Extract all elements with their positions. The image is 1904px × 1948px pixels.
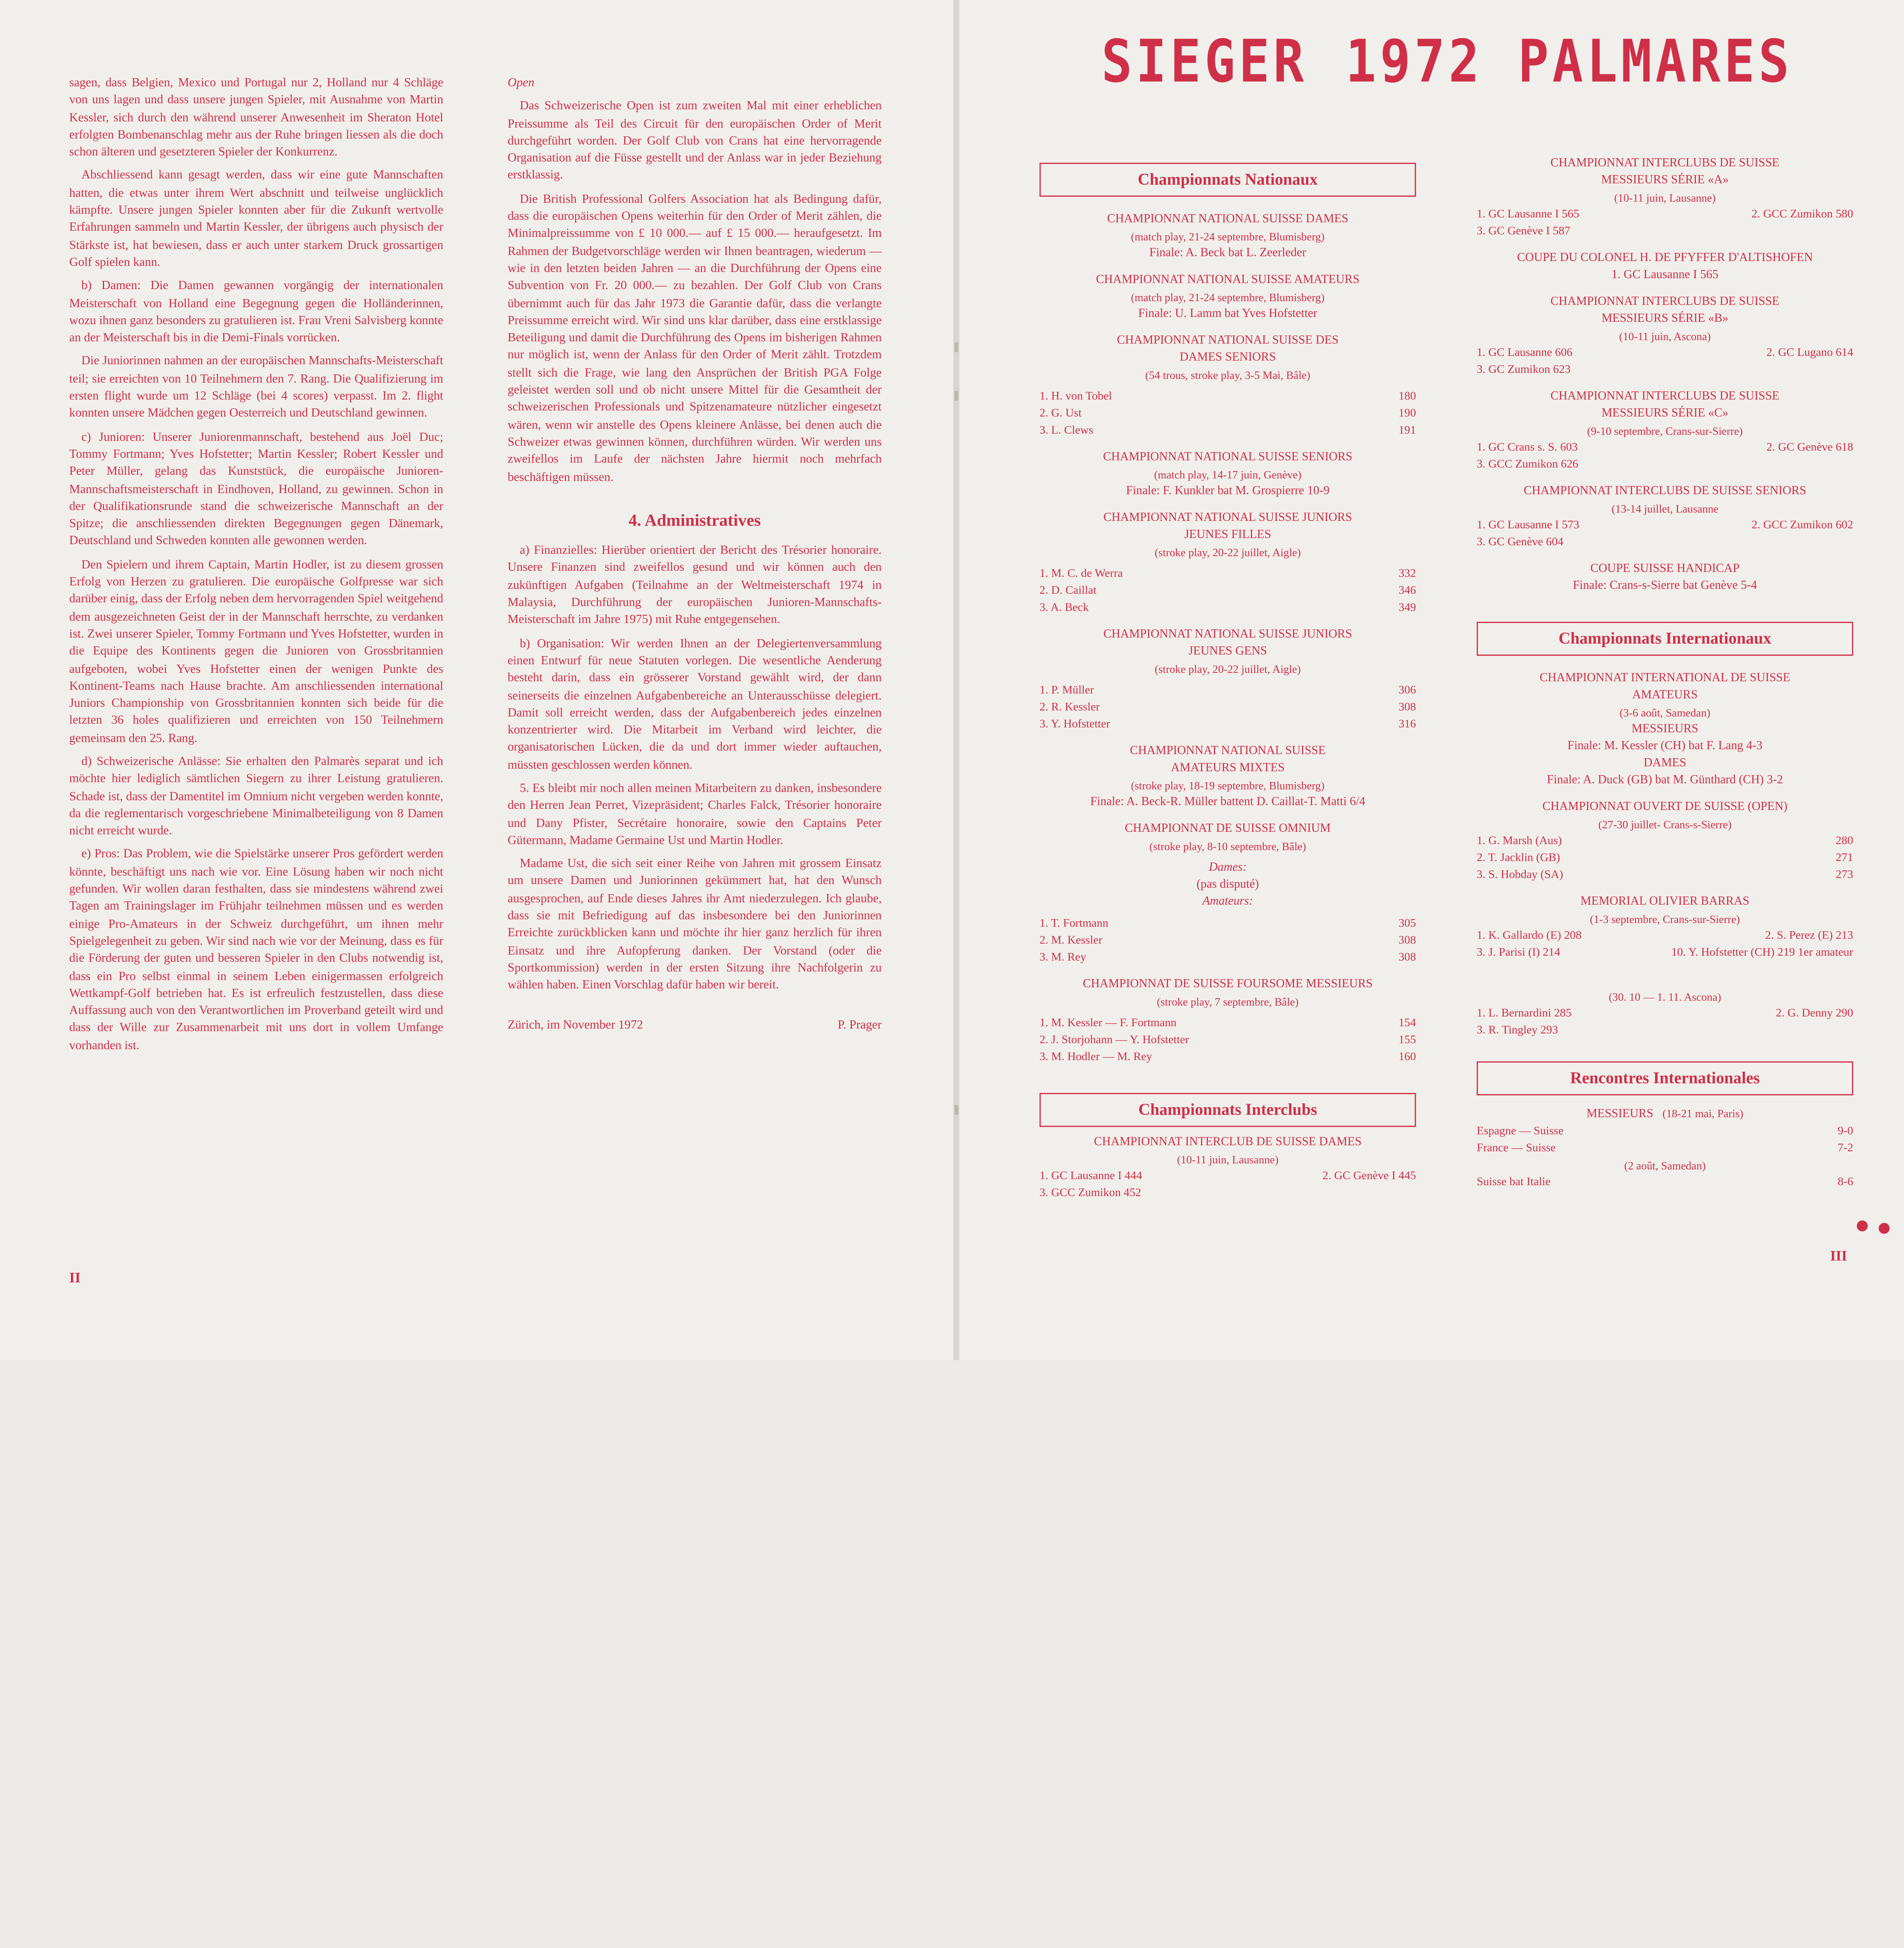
banner-year: 1972 (1345, 27, 1483, 96)
results-column-b (1477, 155, 1853, 1191)
event-seniors: CHAMPIONNAT NATIONAL SUISSE SENIORS (match play, 14-17 juin, Genève) Finale: F. Kunkler bat M. Grospierre 10-9 (1103, 450, 1353, 498)
signature-name: P. Prager (838, 1018, 882, 1032)
interclub-seniors: CHAMPIONNAT INTERCLUBS DE SUISSE SENIORS (13-14 juillet, Lausanne 1. GC Lausanne I 573 2. GCC Zumikon 602 3. GC Genève 604 (1477, 484, 1853, 549)
result-row: 3. M. Hodler — M. Rey 160 (1039, 1050, 1416, 1064)
result-row: 1. M. Kessler — F. Fortmann 154 (1039, 1016, 1416, 1030)
event-amateurs: CHAMPIONNAT NATIONAL SUISSE AMATEURS (match play, 21-24 septembre, Blumisberg) Finale: U. Lamm bat Yves Hofstetter (1096, 273, 1360, 321)
body-paragraph-col1: Abschliessend kann gesagt werden, dass wir eine gute Mannschaften hatten, die etwas unter ihrem Wert abschnitt und teilweise unglücklich kämpfte. Unsere jungen Spieler konnten aber für die Zukunft wertvolle Erfahrungen sammeln und Martin Kessler, der übrigens auch physisch der Stärkste ist, hat bewiesen, dass er auch unter starkem Druck grossartigen Golf spielen kann. (69, 169, 443, 270)
signature-line (508, 1017, 882, 1035)
result-row: 2. J. Storjohann — Y. Hofstetter 155 (1039, 1033, 1416, 1047)
section-box-rencontres: Rencontres Internationales (1477, 1061, 1853, 1095)
intl-amateurs: CHAMPIONNAT INTERNATIONAL DE SUISSE AMATEURS (3-6 août, Samedan) MESSIEURS Finale: M. Kessler (CH) bat F. Lang 4-3 DAMES Finale: A. Duck (GB) bat M. Günthard (CH) 3-2 (1539, 671, 1791, 787)
result-row: 1. P. Müller 306 (1039, 683, 1416, 697)
rencontres-messieurs: MESSIEURS (18-21 mai, Paris) Espagne — Suisse 9-0 France — Suisse 7-2 (2 août, Samedan) Suisse bat Italie 8-6 (1477, 1107, 1853, 1189)
body-paragraph-admin: b) Organisation: Wir werden Ihnen an der Delegiertenversammlung einen Entwurf für neue Statuten vorlegen. Die wesentliche Aenderung besteht darin, dass ein grösserer Vorstand gewählt wird, der dann seinerseits die einzelnen Aufgabenbereiche an Unterausschüsse delegiert. Damit soll erreicht werden, dass der Aufgabenbereich jedes einzelnen konzentrierter wird. Die Mitarbeit im Verband wird leichter, die organisatorischen Lücken, die da und dort immer wieder auftauchen, müssten geschlossen werden können. (507, 637, 882, 772)
banner-sieger: SIEGER (1101, 27, 1308, 96)
section-box-internationaux: Championnats Internationaux (1477, 622, 1853, 656)
event-dames: CHAMPIONNAT NATIONAL SUISSE DAMES (match play, 21-24 septembre, Blumisberg) Finale: A. Beck bat L. Zeerleder (1107, 212, 1348, 260)
body-paragraph-col1: sagen, dass Belgien, Mexico und Portugal nur 2, Holland nur 4 Schläge von uns lagen und dass unsere jungen Spieler, mit Ausnahme von Martin Kessler, sich durch den während unserer Anwesenheit im Sheraton Hotel erfolgten Bombenanschlag mehr aus der Ruhe bringen liessen als die doch schon älteren und gesetzteren Spieler der Konkurrenz. (69, 76, 443, 159)
result-row: 2. M. Kessler 308 (1039, 933, 1416, 948)
place-date: Zürich, im November 1972 (507, 1018, 643, 1032)
left-column-2 (508, 75, 882, 1034)
result-row: 1. H. von Tobel 180 (1039, 390, 1416, 403)
open-de-suisse: CHAMPIONNAT OUVERT DE SUISSE (OPEN) (27-30 juillet- Crans-s-Sierre) 1. G. Marsh (Aus) 280 2. T. Jacklin (GB) 271 3. S. Hobday (SA) 273 (1477, 799, 1853, 884)
body-paragraph-col1: d) Schweizerische Anlässe: Sie erhalten den Palmarès separat und ich möchte hier lediglich sämtlichen Siegern zu ihrer Leistung gratulieren. Schade ist, dass der Damentitel im Omnium nicht vergeben werden konnte, da die reglementarisch vorgeschriebene Minimalbeteiligung von 8 Damen nicht erreicht wurde. (69, 755, 443, 838)
event-omnium: CHAMPIONNAT DE SUISSE OMNIUM (stroke play, 8-10 septembre, Bâle) Dames: (pas disputé) Amateurs: 1. T. Fortmann 305 2. M. Kessler 308 3. M. Rey 308 (1039, 821, 1416, 967)
result-row: 1. T. Fortmann 305 (1039, 917, 1416, 930)
page-number-right: III (1830, 1247, 1848, 1264)
event-foursome: CHAMPIONNAT DE SUISSE FOURSOME MESSIEURS (stroke play, 7 septembre, Bâle) 1. M. Kessler — F. Fortmann 154 2. J. Storjohann — Y. Hofstetter 155 3. M. Hodler — M. Rey 160 (1039, 976, 1416, 1066)
result-row: 2. T. Jacklin (GB) 271 (1477, 851, 1853, 865)
body-paragraph-col1: b) Damen: Die Damen gewannen vorgängig der internationalen Meisterschaft von Holland eine Begegnung gegen die Holländerinnen, wozu ihnen ganz besonders zu gratulieren ist. Frau Vreni Salvisberg konnte an der Meisterschaft bis in die Demi-Finals vorrücken. (69, 279, 443, 345)
fold-mark (955, 391, 958, 401)
coupe-handicap: COUPE SUISSE HANDICAP Finale: Crans-s-Sierre bat Genève 5-4 (1573, 562, 1757, 593)
event-dames-seniors: CHAMPIONNAT NATIONAL SUISSE DES DAMES SENIORS (54 trous, stroke play, 3-5 Mai, Bâle) 1. H. von Tobel 180 2. G. Ust 190 3. L. Clews 191 (1039, 333, 1416, 439)
interclub-serie-c: CHAMPIONNAT INTERCLUBS DE SUISSE MESSIEURS SÉRIE «C» (9-10 septembre, Crans-sur-Sierre) 1. GC Crans s. S. 603 2. GC Genève 618 3. GCC Zumikon 626 (1477, 390, 1853, 471)
red-dot (1879, 1223, 1890, 1234)
result-row: 2. R. Kessler 308 (1039, 701, 1416, 714)
section-box-interclubs: Championnats Interclubs (1039, 1093, 1416, 1127)
result-row: 3. A. Beck 349 (1039, 601, 1416, 615)
body-paragraph-col1: c) Junioren: Unserer Juniorenmannschaft, bestehend aus Joël Duc; Tommy Fortmann; Yves Hofstetter; Martin Kessler; Robert Kessler und Peter Müller, gelang das Kunststück, die europäische Junioren-Mannschaftsmeisterschaft in Eindhoven, Holland, zu gewinnen. Schon in der Qualifikationsrunde stand die schweizerische Mannschaft an der Spitze; die anschliessenden direkten Begegnungen gegen Dänemark, Deutschland und Schweden konnten alle gewonnen werden. (69, 431, 443, 549)
body-paragraph-open: Die British Professional Golfers Association hat als Bedingung dafür, dass die europäischen Opens weiterhin für den Order of Merit zählen, die Minimalpreissumme von £ 10 000.— auf £ 15 000.— heraufgesetzt. Im Rahmen der Budgetvorschläge werden wir Ihnen beantragen, wiederum — wie in den letzten beiden Jahren — an die Durchführung der Opens eine Subvention von Fr. 20 000.— zu bezahlen. Der Golf Club von Crans übernimmt auch für das Jahr 1973 die Garantie dafür, dass die verlangte Preissumme erreicht wird. Wir sind uns klar darüber, dass eine erstklassige Beteiligung und damit die Durchführung des Opens im bisherigen Rahmen nur möglich ist, wenn der Anlass für den Order of Merit zählt. Trotzdem stellt sich die Frage, wie lang den Ansprüchen der British PGA Folge geleistet werden soll und ob nicht unsere Mittel für die Gesamtheit der schweizerischen Professionals und Spitzenamateure nützlicher eingesetzt wären, wenn wir anstelle des Opens kleinere Anlässe, bei denen auch die Schweizer etwas gewinnen können, durchführen würden. Wir werden uns zweifellos im Laufe der nächsten Jahre hiermit noch mehrfach beschäftigen müssen. (507, 192, 882, 484)
red-dot (1857, 1221, 1868, 1232)
coupe-pfyffer: COUPE DU COLONEL H. DE PFYFFER D'ALTISHOFEN 1. GC Lausanne I 565 (1517, 251, 1813, 282)
page-number-left: II (69, 1269, 81, 1286)
event-jeunes-gens: CHAMPIONNAT NATIONAL SUISSE JUNIORS JEUNES GENS (stroke play, 20-22 juillet, Aigle) 1. P. Müller 306 2. R. Kessler 308 3. Y. Hofstetter 316 (1039, 626, 1416, 733)
body-paragraph-col1: Den Spielern und ihrem Captain, Martin Hodler, ist zu diesem grossen Erfolg von Herzen zu gratulieren. Die europäische Golfpresse war sich darüber einig, dass der Erfolg neben dem hervorragenden Spiel weitgehend dem ausgezeichneten Geist der in der Mannschaft herrschte, zu verdanken ist. Zwei unserer Spieler, Tommy Fortmann und Yves Hofstetter, wurden in die Equipe des Kontinents gegen die Junioren von Grossbritannien aufgeboten, wobei Yves Hofstetter einen der wenigen Punkte des Kontinent-Teams nach Hause brachte. Am anschliessenden international Juniors Championship von Grossbritannien konnten sich beide für die letzten 36 holes qualifizieren und erreichten von 150 Teilnehmern gemeinsam den 25. Rang. (69, 558, 443, 745)
result-row: 3. Y. Hofstetter 316 (1039, 718, 1416, 731)
result-row: Espagne — Suisse 9-0 (1477, 1124, 1853, 1138)
fold-mark (955, 1105, 958, 1115)
banner-palmares: PALMARES (1518, 27, 1793, 96)
interclub-serie-a: CHAMPIONNAT INTERCLUBS DE SUISSE MESSIEURS SÉRIE «A» (10-11 juin, Lausanne) 1. GC Lausanne I 565 2. GCC Zumikon 580 3. GC Genève I 587 (1477, 157, 1853, 238)
fold-mark (955, 342, 958, 352)
body-paragraph-admin: Madame Ust, die sich seit einer Reihe von Jahren mit grossem Einsatz um unsere Damen und Juniorinnen gekümmert hat, hat den Wunsch ausgesprochen, auf Ende dieses Jahres ihr Amt niederzulegen. Ich glaube, dass sie mit Befriedigung auf das insbesondere bei den Juniorinnen Erreichte zurückblicken kann und möchte ihr hier ganz herzlich für ihren Einsatz und ihre Aufopferung danken. Der Vorstand (oder die Sportkommission) werden in der ersten Sitzung ihre Nachfolgerin zu wählen haben. Einen Vorschlag dafür haben wir bereit. (507, 858, 882, 993)
result-row: 2. G. Ust 190 (1039, 407, 1416, 420)
body-paragraph-col1: Die Juniorinnen nahmen an der europäischen Mannschafts-Meisterschaft teil; sie erreichten von 10 Teilnehmern den 7. Rang. Die Qualifizierung im ersten flight wurde um 12 Schläge (bei 4 scores) verpasst. Im 2. flight konnten unsere Mädchen gegen Oesterreich und Deutschland gewinnen. (69, 355, 443, 421)
open-heading: Open (507, 76, 535, 90)
administratives-heading: 4. Administratives (628, 512, 761, 531)
result-row: France — Suisse 7-2 (1477, 1141, 1853, 1155)
result-row: 1. G. Marsh (Aus) 280 (1477, 834, 1853, 848)
section-box-nationaux: Championnats Nationaux (1039, 163, 1416, 197)
result-row: 3. S. Hobday (SA) 273 (1477, 868, 1853, 882)
ascona-event: (30. 10 — 1. 11. Ascona) 1. L. Bernardini 285 2. G. Denny 290 3. R. Tingley 293 (1477, 991, 1853, 1037)
page-fold (953, 0, 960, 1360)
result-row: 3. M. Rey 308 (1039, 951, 1416, 964)
left-column-1 (69, 75, 443, 1061)
right-page (959, 0, 1904, 1360)
body-paragraph-admin: a) Finanzielles: Hierüber orientiert der Bericht des Trésorier honoraire. Unsere Finanzen sind zweifellos gesund und wir können auch den zukünftigen Aufgaben (Teilnahme an der Weltmeisterschaft 1974 in Malaysia, Durchführung der europäischen Junioren-Mannschafts-Meisterschaft im Jahre 1975) mit Ruhe entgegensehen. (507, 544, 882, 627)
body-paragraph-admin: 5. Es bleibt mir noch allen meinen Mitarbeitern zu danken, insbesondere den Herren Jean Perret, Vizepräsident; Charles Falck, Trésorier honoraire und Dany Pfister, Secrétaire honoraire, sowie den Captains Peter Gütermann, Madame Germaine Ust und Martin Hodler. (507, 782, 882, 848)
results-column-a (1039, 155, 1416, 1202)
event-interclub-dames: CHAMPIONNAT INTERCLUB DE SUISSE DAMES (10-11 juin, Lausanne) 1. GC Lausanne I 444 2. GC Genève I 445 3. GCC Zumikon 452 (1039, 1135, 1416, 1200)
result-row: 3. L. Clews 191 (1039, 423, 1416, 438)
interclub-serie-b: CHAMPIONNAT INTERCLUBS DE SUISSE MESSIEURS SÉRIE «B» (10-11 juin, Ascona) 1. GC Lausanne 606 2. GC Lugano 614 3. GC Zumikon 623 (1477, 295, 1853, 377)
event-jeunes-filles: CHAMPIONNAT NATIONAL SUISSE JUNIORS JEUNES FILLES (stroke play, 20-22 juillet, Aigle) 1. M. C. de Werra 332 2. D. Caillat 346 3. A. Beck 349 (1039, 510, 1416, 617)
body-paragraph-open: Das Schweizerische Open ist zum zweiten Mal mit einer erheblichen Preissumme als Teil des Circuit für den europäischen Order of Merit durchgeführt worden. Der Golf Club von Crans hat eine hervorragende Organisation auf die Füsse gestellt und der Anlass war in jeder Beziehung erstklassig. (507, 100, 882, 183)
body-paragraph-col1: e) Pros: Das Problem, wie die Spielstärke unserer Pros gefördert werden könnte, beschäftigt uns nach wie vor. Eine Lösung haben wir noch nicht gefunden. Wir wollen daran festhalten, dass sie mindestens während zwei Tagen am Trainingslager im Frühjahr teilnehmen müssen und es werden einige Pro-Amateurs in der Schweiz durchgeführt, um ihnen mehr Spielgelegenheit zu geben. Wir sind nach wie vor der Meinung, dass es für die Förderung der guten und besseren Spieler in den Clubs notwendig ist, dass ein Pro selbst einmal in seinem Leben einigermassen erfolgreich Wettkampf-Golf betrieben hat. Es ist erfreulich festzustellen, dass diese Auffassung auch von den Verantwortlichen im Proverband geteilt wird und dass der Wille zur Zusammenarbeit mit uns dort in vollem Umfange vorhanden ist. (69, 848, 443, 1053)
event-mixtes: CHAMPIONNAT NATIONAL SUISSE AMATEURS MIXTES (stroke play, 18-19 septembre, Blumisberg) Finale: A. Beck-R. Müller battent D. Caillat-T. Matti 6/4 (1090, 744, 1366, 809)
result-row: 2. D. Caillat 346 (1039, 584, 1416, 598)
result-row: 1. M. C. de Werra 332 (1039, 567, 1416, 581)
memorial-barras: MEMORIAL OLIVIER BARRAS (1-3 septembre, Crans-sur-Sierre) 1. K. Gallardo (E) 208 2. S. Perez (E) 213 3. J. Parisi (I) 214 10. Y. Hofstetter (CH) 219 1er amateur (1477, 895, 1853, 960)
left-page (0, 0, 953, 1360)
